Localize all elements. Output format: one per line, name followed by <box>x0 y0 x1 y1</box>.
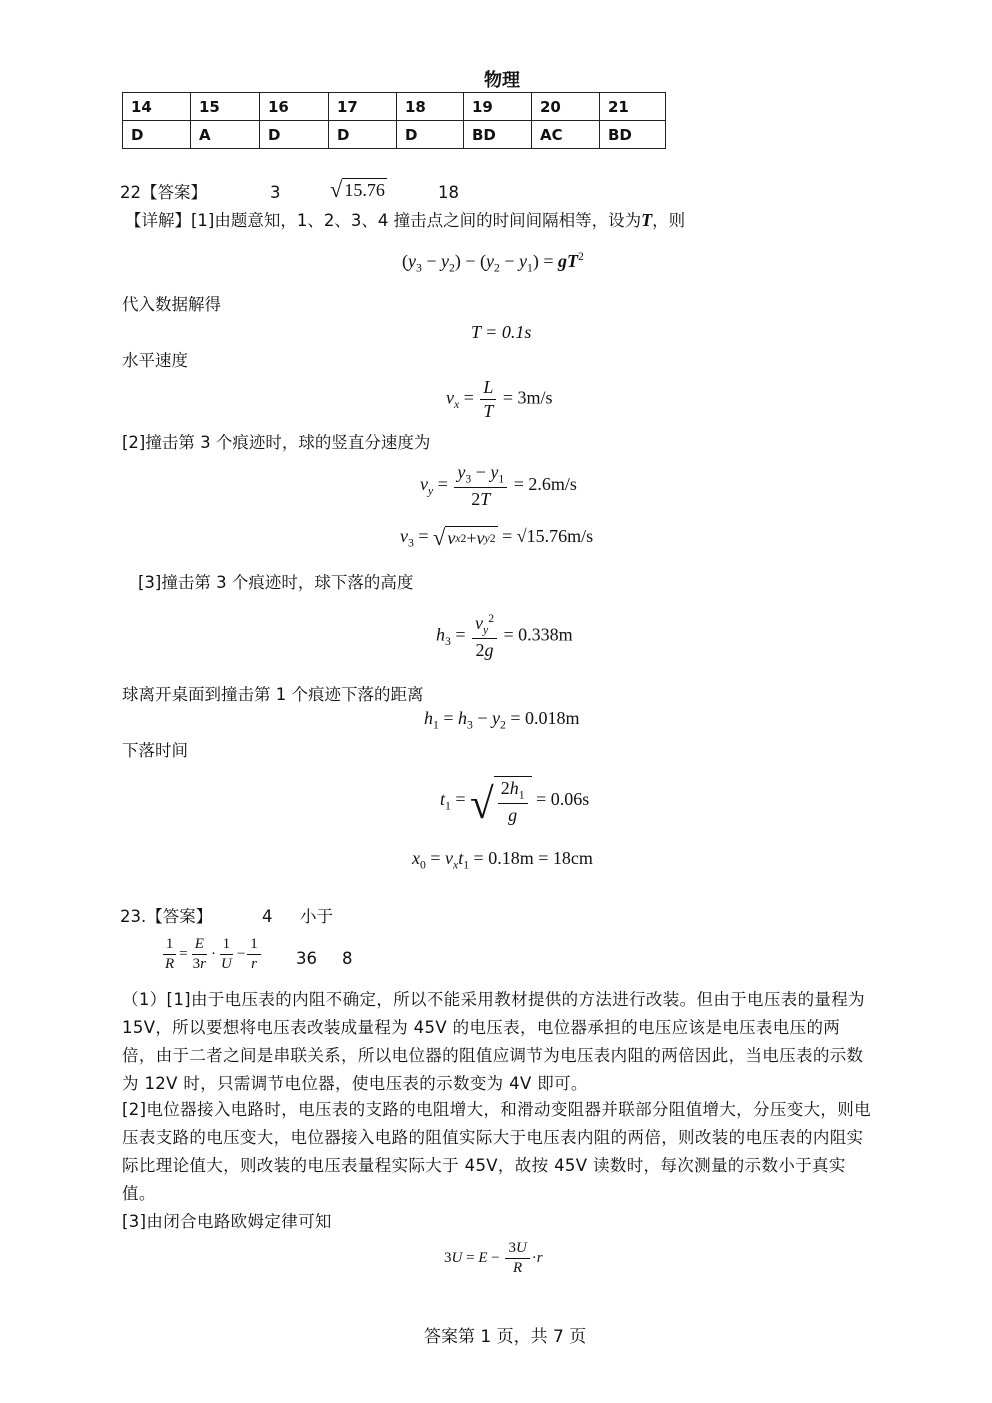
q22-equation-x0: $x_0 = v_xt_1 = 0.18m = 18cm$ <box>412 848 593 872</box>
q22-answer-label: 22【答案】 <box>120 183 207 202</box>
page-footer: 答案第 1 页，共 7 页 <box>424 1327 587 1347</box>
q22-step3-text: [3]撞击第 3 个痕迹时，球下落的高度 <box>138 573 414 592</box>
q22-equation-T: T = 0.1s <box>471 322 532 342</box>
answer-cell: D <box>123 121 191 149</box>
answer-table-numbers-row <box>123 93 666 121</box>
answer-cell: AC <box>532 121 600 149</box>
q22-equation-t1: $t_1$ = √ $\frac{2h_1}{g}$ = 0.06s <box>440 778 590 828</box>
question-number-cell: 18 <box>397 93 464 121</box>
answer-cell: BD <box>600 121 666 149</box>
q23-answer-equation: $\frac{1}{R}$ = $\frac{E}{3r}$ · $\frac{1}{U}$ − $\frac{1}{r}$ <box>160 936 263 974</box>
question-number-cell: 14 <box>123 93 191 121</box>
answer-cell: D <box>397 121 464 149</box>
question-number-cell: 16 <box>260 93 329 121</box>
q23-paragraph-2: [2]电位器接入电路时，电压表的支路的电阻增大，和滑动变阻器并联部分阻值增大，分压变大，则电压表支路的电压变大，电位器接入电路的阻值实际大于电压表内阻的两倍，则改装的电压表的内阻实际比理论值大，则改装的电压表量程实际大于 45V，故按 45V 读数时，每次测量的示数小于真实值。 <box>122 1100 871 1203</box>
answer-cell: D <box>329 121 397 149</box>
question-number-cell: 15 <box>191 93 260 121</box>
q22-answer-1: 3 <box>270 183 281 202</box>
q23-answer-4: 8 <box>342 949 353 968</box>
q22-time-text: 下落时间 <box>122 741 188 760</box>
q22-detail-text-1: 【详解】[1]由题意知，1、2、3、4 撞击点之间的时间间隔相等，设为T，则 <box>125 210 686 230</box>
answer-cell: BD <box>464 121 532 149</box>
q23-paragraph-3: [3]由闭合电路欧姆定律可知 <box>122 1212 332 1231</box>
question-number-cell: 20 <box>532 93 600 121</box>
q22-answer-3: 18 <box>438 183 459 202</box>
q22-vx-text: 水平速度 <box>122 351 188 370</box>
q22-equation-vy: $v_y$ = $\frac{y_3 - y_1}{2T}$ = 2.6m/s <box>420 462 577 510</box>
question-number-cell: 21 <box>600 93 666 121</box>
answer-cell: A <box>191 121 260 149</box>
answer-table <box>122 92 666 149</box>
q22-equation-interval: $(y_3 - y_2) - (y_2 - y_1) = gT^2$ <box>402 250 584 275</box>
q22-h1-text: 球离开桌面到撞击第 1 个痕迹下落的距离 <box>122 685 424 704</box>
q23-paragraph-1: （1）[1]由于电压表的内阻不确定，所以不能采用教材提供的方法进行改装。但由于电压表的量程为 15V，所以要想将电压表改装成量程为 45V 的电压表，电位器承担的电压应该是电压表电压的两倍，由于二者之间是串联关系，所以电位器的阻值应调节为电压表内阻的两倍因此，当电压表的示数为 12V 时，只需调节电位器，使电压表的示数变为 4V 即可。 <box>122 990 865 1093</box>
q22-equation-h3: $h_3$ = $\frac{v_y^2}{2g}$ = 0.338m <box>436 612 573 661</box>
q22-equation-vx: $v_x$ = $\frac{L}{T}$ = 3m/s <box>446 377 553 421</box>
q23-answer-3: 36 <box>296 949 317 968</box>
q23-answer-label: 23.【答案】 <box>120 907 213 926</box>
q23-answer-2: 小于 <box>300 907 333 926</box>
q23-equation-ohm: 3U = E − $\frac{3U}{R}$ ·r <box>444 1240 543 1277</box>
page-title: 物理 <box>484 70 520 91</box>
q22-equation-v3: $v_3$ = √ v x 2 + v y 2 = √15.76m/s <box>400 524 594 550</box>
q22-answer-2: √ 15.76 <box>330 176 385 202</box>
question-number-cell: 17 <box>329 93 397 121</box>
q23-answer-1: 4 <box>262 907 273 926</box>
q22-step2-text: [2]撞击第 3 个痕迹时，球的竖直分速度为 <box>122 433 431 452</box>
q22-equation-h1: $h_1 = h_3 - y_2 = 0.018m$ <box>424 708 580 732</box>
answer-table-answers-row <box>123 121 666 149</box>
answer-cell: D <box>260 121 329 149</box>
question-number-cell: 19 <box>464 93 532 121</box>
q22-substitute-text: 代入数据解得 <box>122 295 221 314</box>
